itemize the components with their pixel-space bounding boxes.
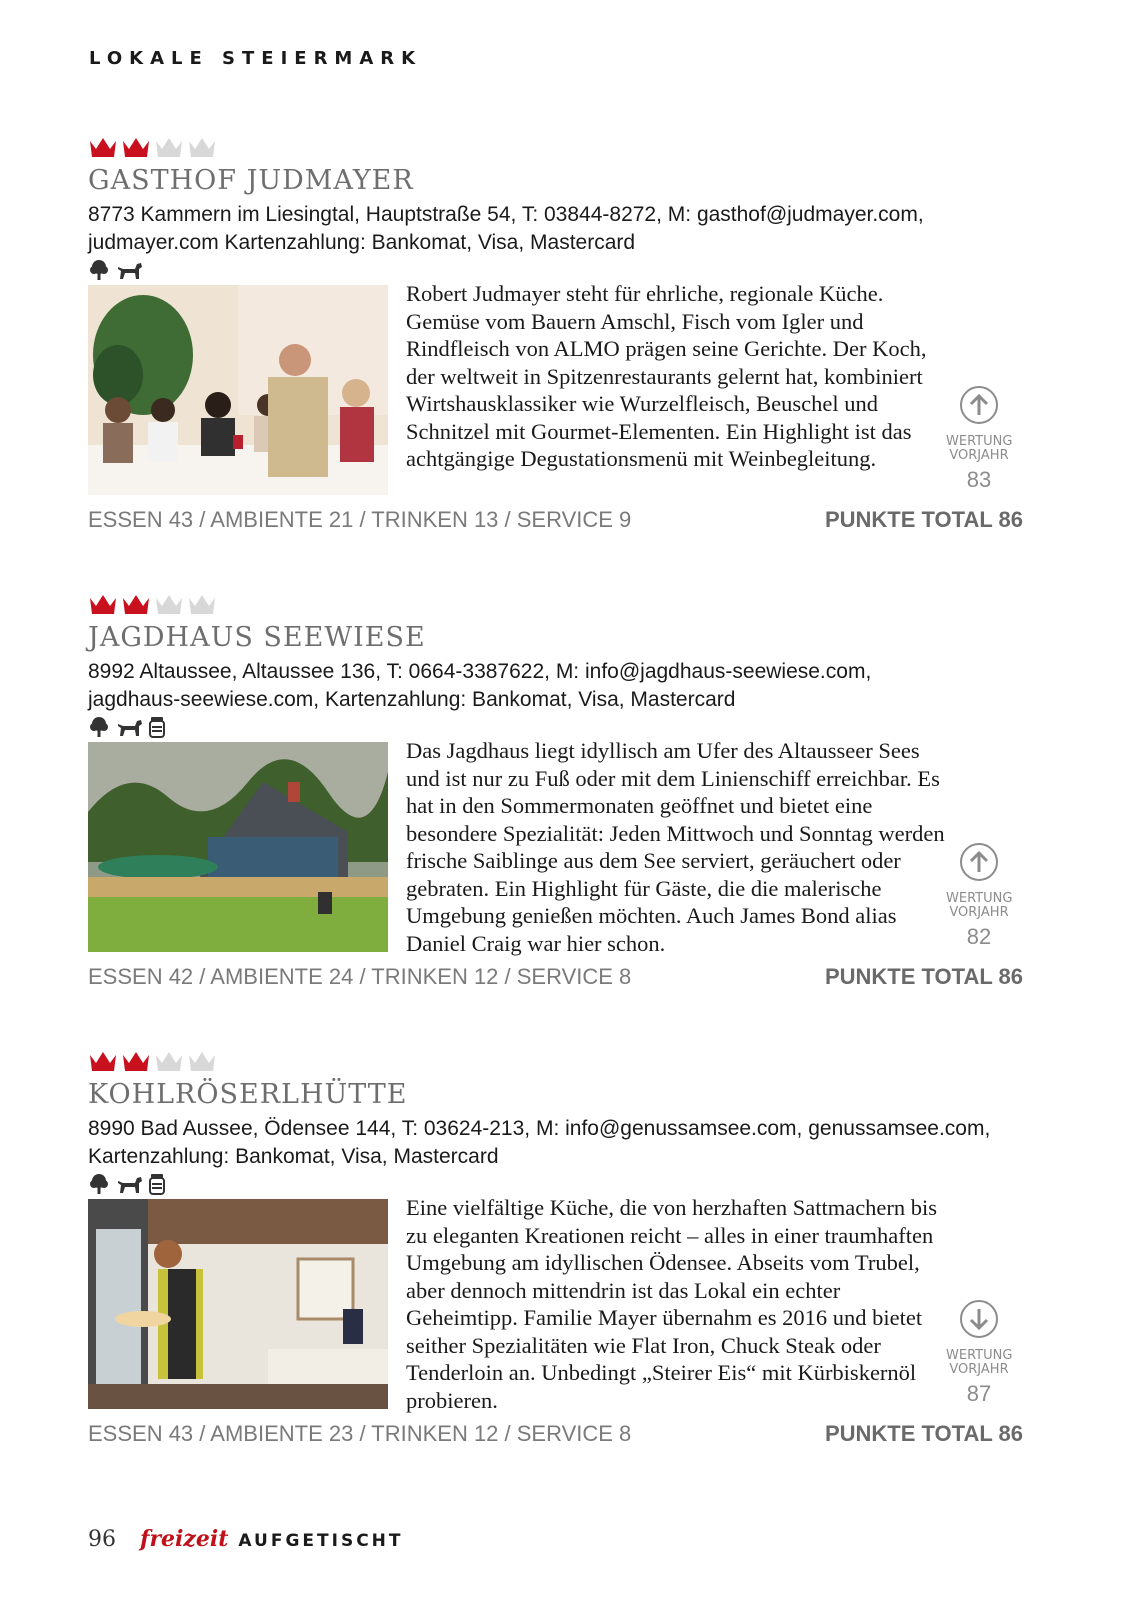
previous-year-rating bbox=[946, 1299, 1012, 1407]
address-line: jagdhaus-seewiese.com, Kartenzahlung: Bankomat, Visa, Mastercard bbox=[88, 688, 736, 711]
score-breakdown: ESSEN 43 / AMBIENTE 21 / TRINKEN 13 / SERVICE 9 bbox=[88, 507, 632, 532]
amenity-icons bbox=[88, 716, 166, 738]
crown-rating bbox=[88, 135, 217, 161]
restaurant-description: Eine vielfältige Küche, die von herzhaften Sattmachern bis zu eleganten Kreationen reicht – alles in einer traumhaften Umgebung am idyllischen Ödensee. Abseits vom Trubel, aber dennoch mittendrin ist das Lokal ein echter Geheimtipp. Familie Mayer übernahm es 2016 und bietet seither Spezialitäten wie Flat Iron, Chuck Steak oder Tenderloin an. Unbedingt „Steirer Eis“ mit Kürbiskernöl probieren. bbox=[406, 1195, 938, 1413]
crown-filled-icon bbox=[88, 1049, 118, 1073]
tree-icon bbox=[88, 716, 110, 738]
crown-empty-icon bbox=[154, 1049, 184, 1073]
section-title: LOKALE STEIERMARK bbox=[89, 48, 423, 69]
restaurant-name: GASTHOF JUDMAYER bbox=[88, 165, 414, 196]
restaurant-description: Das Jagdhaus liegt idyllisch am Ufer des Altausseer Sees und ist nur zu Fuß oder mit dem Linienschiff erreichbar. Es hat in den Sommermonaten geöffnet und bietet eine besondere Spezialität: Jeden Mittwoch und Sonntag werden frische Saiblinge aus dem See serviert, geräuchert oder gebraten. Ein Highlight für Gäste, die die malerische Umgebung genießen möchten. Auch James Bond alias Daniel Craig war hier schon. bbox=[406, 738, 945, 956]
restaurant-name: JAGDHAUS SEEWIESE bbox=[88, 622, 426, 653]
total-points: PUNKTE TOTAL 86 bbox=[824, 964, 1023, 989]
restaurant-entry bbox=[88, 592, 1023, 1032]
crown-filled-icon bbox=[88, 592, 118, 616]
address-line: 8990 Bad Aussee, Ödensee 144, T: 03624-213, M: info@genussamsee.com, genussamsee.com, bbox=[88, 1117, 991, 1140]
restaurant-address bbox=[88, 658, 1023, 714]
restaurant-entry bbox=[88, 135, 1023, 575]
restaurant-address bbox=[88, 1115, 1023, 1171]
wertung-value: 83 bbox=[966, 467, 992, 492]
jar-icon bbox=[148, 716, 166, 738]
amenity-icons bbox=[88, 1173, 166, 1195]
restaurant-entry bbox=[88, 1049, 1023, 1489]
total-points: PUNKTE TOTAL 86 bbox=[824, 1421, 1023, 1446]
dog-icon bbox=[115, 1173, 143, 1195]
crown-empty-icon bbox=[154, 135, 184, 159]
address-line: 8773 Kammern im Liesingtal, Hauptstraße 54, T: 03844-8272, M: gasthof@judmayer.com, bbox=[88, 203, 924, 226]
crown-empty-icon bbox=[187, 135, 217, 159]
wertung-label: WERTUNG VORJAHR bbox=[946, 434, 1013, 463]
arrow-up-icon bbox=[959, 842, 999, 882]
wertung-label: WERTUNG VORJAHR bbox=[946, 891, 1013, 920]
restaurant-address bbox=[88, 201, 1023, 257]
score-breakdown: ESSEN 42 / AMBIENTE 24 / TRINKEN 12 / SERVICE 8 bbox=[88, 964, 632, 989]
crown-filled-icon bbox=[121, 135, 151, 159]
address-line: judmayer.com Kartenzahlung: Bankomat, Visa, Mastercard bbox=[88, 231, 636, 254]
page-footer bbox=[88, 1526, 404, 1552]
dog-icon bbox=[115, 716, 143, 738]
arrow-down-icon bbox=[959, 1299, 999, 1339]
score-breakdown: ESSEN 43 / AMBIENTE 23 / TRINKEN 12 / SERVICE 8 bbox=[88, 1421, 632, 1446]
crown-rating bbox=[88, 592, 217, 618]
tree-icon bbox=[88, 1173, 110, 1195]
previous-year-rating bbox=[946, 385, 1012, 493]
previous-year-rating bbox=[946, 842, 1012, 950]
dog-icon bbox=[115, 259, 143, 281]
wertung-value: 87 bbox=[966, 1381, 992, 1406]
crown-filled-icon bbox=[88, 135, 118, 159]
address-line: Kartenzahlung: Bankomat, Visa, Mastercard bbox=[88, 1145, 499, 1168]
address-line: 8992 Altaussee, Altaussee 136, T: 0664-3387622, M: info@jagdhaus-seewiese.com, bbox=[88, 660, 872, 683]
jar-icon bbox=[148, 1173, 166, 1195]
crown-empty-icon bbox=[187, 1049, 217, 1073]
brand-logo: freizeit bbox=[140, 1526, 229, 1552]
restaurant-photo bbox=[88, 285, 388, 495]
tree-icon bbox=[88, 259, 110, 281]
crown-rating bbox=[88, 1049, 217, 1075]
arrow-up-icon bbox=[959, 385, 999, 425]
crown-filled-icon bbox=[121, 592, 151, 616]
restaurant-photo bbox=[88, 1199, 388, 1409]
wertung-label: WERTUNG VORJAHR bbox=[946, 1348, 1013, 1377]
crown-filled-icon bbox=[121, 1049, 151, 1073]
restaurant-description: Robert Judmayer steht für ehrliche, regionale Küche. Gemüse vom Bauern Amschl, Fisch vom Igler und Rindfleisch von ALMO prägen seine Gerichte. Der Koch, der weltweit in Spitzenrestaurants gelernt hat, kombiniert Wirtshausklassiker wie Wurzelfleisch, Beuschel und Schnitzel mit Gourmet-Elementen. Ein Highlight ist das achtgängige Degustationsmenü mit Weinbegleitung. bbox=[406, 281, 927, 471]
page-number: 96 bbox=[88, 1527, 116, 1552]
amenity-icons bbox=[88, 259, 143, 281]
restaurant-name: KOHLRÖSERLHÜTTE bbox=[88, 1079, 408, 1110]
magazine-name: AUFGETISCHT bbox=[238, 1531, 404, 1551]
crown-empty-icon bbox=[187, 592, 217, 616]
total-points: PUNKTE TOTAL 86 bbox=[824, 507, 1023, 532]
wertung-value: 82 bbox=[966, 924, 992, 949]
restaurant-photo bbox=[88, 742, 388, 952]
crown-empty-icon bbox=[154, 592, 184, 616]
